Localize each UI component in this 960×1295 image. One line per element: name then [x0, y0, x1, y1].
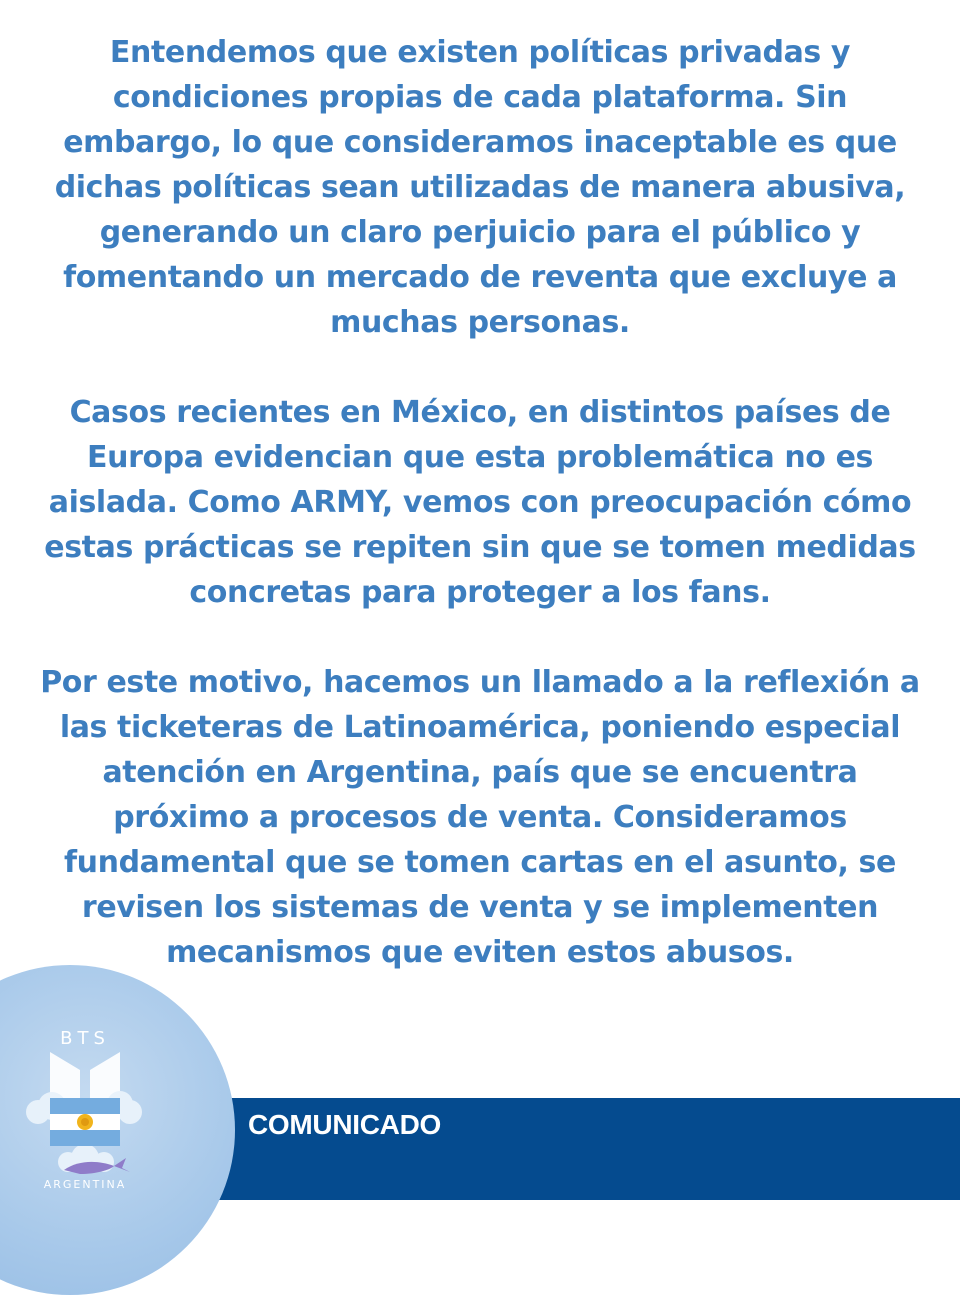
statement-paragraph-1: Entendemos que existen políticas privadas y condiciones propias de cada plataforma. Sin embargo, lo que consideramos inaceptable es que dichas políticas sean utilizadas de manera abusiva, generando un claro perjuicio para el público y fomentando un mercado de reventa que excluye a muchas personas. — [54, 35, 906, 340]
bts-argentina-logo — [20, 1020, 150, 1195]
statement-text — [40, 30, 920, 975]
logo-top-text: BTS — [60, 1028, 110, 1049]
statement-paragraph-3: Por este motivo, hacemos un llamado a la reflexión a las ticketeras de Latinoamérica, poniendo especial atención en Argentina, país que se encuentra próximo a procesos de venta. Consideramos fundamental que se tomen cartas en el asunto, se revisen los sistemas de venta y se implementen mecanismos que eviten estos abusos. — [40, 665, 920, 970]
logo-bottom-text: ARGENTINA — [43, 1178, 127, 1191]
statement-paragraph-2: Casos recientes en México, en distintos países de Europa evidencian que esta problemática no es aislada. Como ARMY, vemos con preocupación cómo estas prácticas se repiten sin que se tomen medidas concretas para proteger a los fans. — [44, 395, 916, 610]
footer-label: COMUNICADO — [248, 1109, 441, 1140]
sun-of-may-icon — [77, 1114, 93, 1130]
